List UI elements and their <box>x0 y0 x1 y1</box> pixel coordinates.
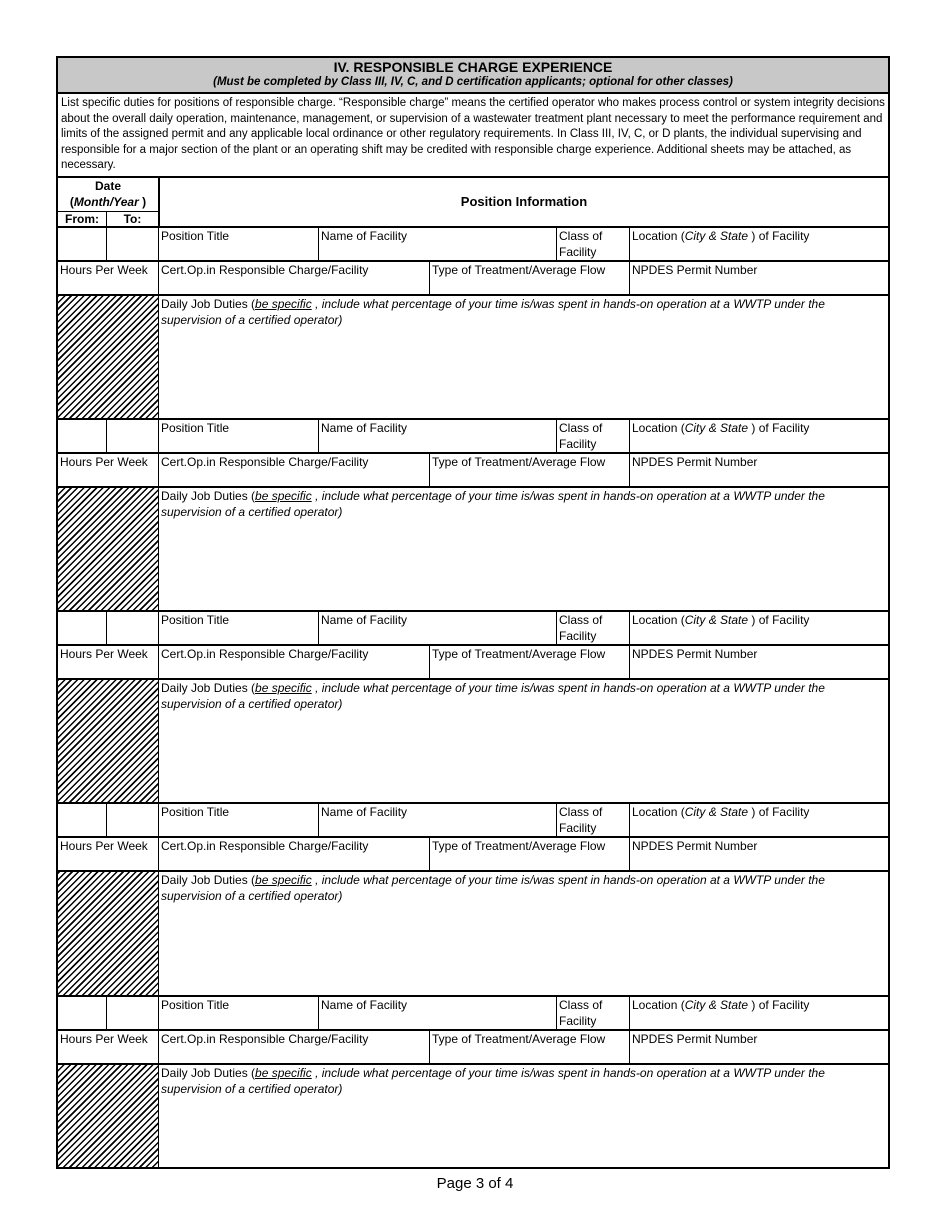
facility-name-field[interactable]: Name of Facility <box>321 613 408 627</box>
page-number: Page 3 of 4 <box>436 1175 514 1192</box>
treatment-flow-field[interactable]: Type of Treatment/Average Flow <box>432 839 606 853</box>
position-entry <box>58 612 888 804</box>
position-title-field[interactable]: Position Title <box>161 613 230 627</box>
position-title-field[interactable]: Position Title <box>161 805 230 819</box>
position-entry <box>58 804 888 997</box>
table-header: Date (Month/Year ) From: To: Position Information <box>58 178 888 228</box>
from-label: From: <box>65 212 99 226</box>
instructions-text: List specific duties for positions of responsible charge. “Responsible charge” means the certified operator who makes process control or system integrity decisions about the overall daily operation, maintenance, management, or supervision of a wastewater treatment plant necessary to meet the performance requirement and limits of the assigned permit and any applicable local ordinance or other regulatory requirements. In Class III, IV, C, or D plants, the individual supervising and responsible for a major section of the plant or an operating shift may be credited with responsible charge experience. Additional sheets may be attached, as necessary. <box>58 94 888 178</box>
cert-op-field[interactable]: Cert.Op.in Responsible Charge/Facility <box>161 647 369 661</box>
location-field[interactable]: Location (City & State ) of Facility <box>632 613 810 627</box>
hatched-cell <box>58 1065 158 1167</box>
treatment-flow-field[interactable]: Type of Treatment/Average Flow <box>432 1032 606 1046</box>
date-label: Date <box>94 179 121 193</box>
hatched-cell <box>58 680 158 802</box>
facility-name-field[interactable]: Name of Facility <box>321 421 408 435</box>
daily-duties-field[interactable]: Daily Job Duties (be specific , include what percentage of your time is/was spent in hands-on operation at a WWTP under the supervision of a certified operator) <box>161 489 825 519</box>
cert-op-field[interactable]: Cert.Op.in Responsible Charge/Facility <box>161 1032 369 1046</box>
from-date-cell[interactable] <box>58 420 106 452</box>
daily-duties-field[interactable]: Daily Job Duties (be specific , include what percentage of your time is/was spent in hands-on operation at a WWTP under the supervision of a certified operator) <box>161 681 825 711</box>
npdes-permit-field[interactable]: NPDES Permit Number <box>632 1032 758 1046</box>
from-date-cell[interactable] <box>58 804 106 836</box>
facility-class-field[interactable]: Class of Facility <box>559 229 603 259</box>
section-header <box>58 58 888 94</box>
hatched-cell <box>58 296 158 418</box>
daily-duties-field[interactable]: Daily Job Duties (be specific , include what percentage of your time is/was spent in hands-on operation at a WWTP under the supervision of a certified operator) <box>161 297 825 327</box>
from-date-cell[interactable] <box>58 997 106 1029</box>
position-info-heading: Position Information <box>460 194 588 209</box>
section-title: IV. RESPONSIBLE CHARGE EXPERIENCE <box>333 59 613 75</box>
section-subtitle: (Must be completed by Class III, IV, C, and D certification applicants; optional for other classes) <box>213 76 733 88</box>
hours-per-week-field[interactable]: Hours Per Week <box>60 263 148 277</box>
hatched-cell <box>58 488 158 610</box>
cert-op-field[interactable]: Cert.Op.in Responsible Charge/Facility <box>161 263 369 277</box>
cert-op-field[interactable]: Cert.Op.in Responsible Charge/Facility <box>161 839 369 853</box>
position-entry <box>58 997 888 1167</box>
facility-name-field[interactable]: Name of Facility <box>321 229 408 243</box>
hours-per-week-field[interactable]: Hours Per Week <box>60 455 148 469</box>
position-title-field[interactable]: Position Title <box>161 998 230 1012</box>
to-date-cell[interactable] <box>107 612 158 644</box>
npdes-permit-field[interactable]: NPDES Permit Number <box>632 839 758 853</box>
facility-class-field[interactable]: Class of Facility <box>559 998 603 1028</box>
position-entry <box>58 228 888 420</box>
to-label: To: <box>123 212 142 226</box>
npdes-permit-field[interactable]: NPDES Permit Number <box>632 647 758 661</box>
position-title-field[interactable]: Position Title <box>161 229 230 243</box>
location-field[interactable]: Location (City & State ) of Facility <box>632 421 810 435</box>
npdes-permit-field[interactable]: NPDES Permit Number <box>632 263 758 277</box>
hatched-cell <box>58 872 158 995</box>
daily-duties-field[interactable]: Daily Job Duties (be specific , include what percentage of your time is/was spent in hands-on operation at a WWTP under the supervision of a certified operator) <box>161 1066 825 1096</box>
from-date-cell[interactable] <box>58 612 106 644</box>
hours-per-week-field[interactable]: Hours Per Week <box>60 839 148 853</box>
to-date-cell[interactable] <box>107 804 158 836</box>
to-date-cell[interactable] <box>107 997 158 1029</box>
facility-class-field[interactable]: Class of Facility <box>559 613 603 643</box>
to-date-cell[interactable] <box>107 420 158 452</box>
date-format: Month/Year <box>73 194 139 209</box>
hours-per-week-field[interactable]: Hours Per Week <box>60 1032 148 1046</box>
treatment-flow-field[interactable]: Type of Treatment/Average Flow <box>432 647 606 661</box>
facility-class-field[interactable]: Class of Facility <box>559 805 603 835</box>
position-title-field[interactable]: Position Title <box>161 421 230 435</box>
location-field[interactable]: Location (City & State ) of Facility <box>632 229 810 243</box>
hours-per-week-field[interactable]: Hours Per Week <box>60 647 148 661</box>
location-field[interactable]: Location (City & State ) of Facility <box>632 998 810 1012</box>
position-entry <box>58 420 888 612</box>
npdes-permit-field[interactable]: NPDES Permit Number <box>632 455 758 469</box>
to-date-cell[interactable] <box>107 228 158 260</box>
facility-class-field[interactable]: Class of Facility <box>559 421 603 451</box>
facility-name-field[interactable]: Name of Facility <box>321 998 408 1012</box>
daily-duties-field[interactable]: Daily Job Duties (be specific , include what percentage of your time is/was spent in hands-on operation at a WWTP under the supervision of a certified operator) <box>161 873 825 903</box>
responsible-charge-form <box>56 56 890 1169</box>
treatment-flow-field[interactable]: Type of Treatment/Average Flow <box>432 455 606 469</box>
location-field[interactable]: Location (City & State ) of Facility <box>632 805 810 819</box>
from-date-cell[interactable] <box>58 228 106 260</box>
cert-op-field[interactable]: Cert.Op.in Responsible Charge/Facility <box>161 455 369 469</box>
facility-name-field[interactable]: Name of Facility <box>321 805 408 819</box>
treatment-flow-field[interactable]: Type of Treatment/Average Flow <box>432 263 606 277</box>
